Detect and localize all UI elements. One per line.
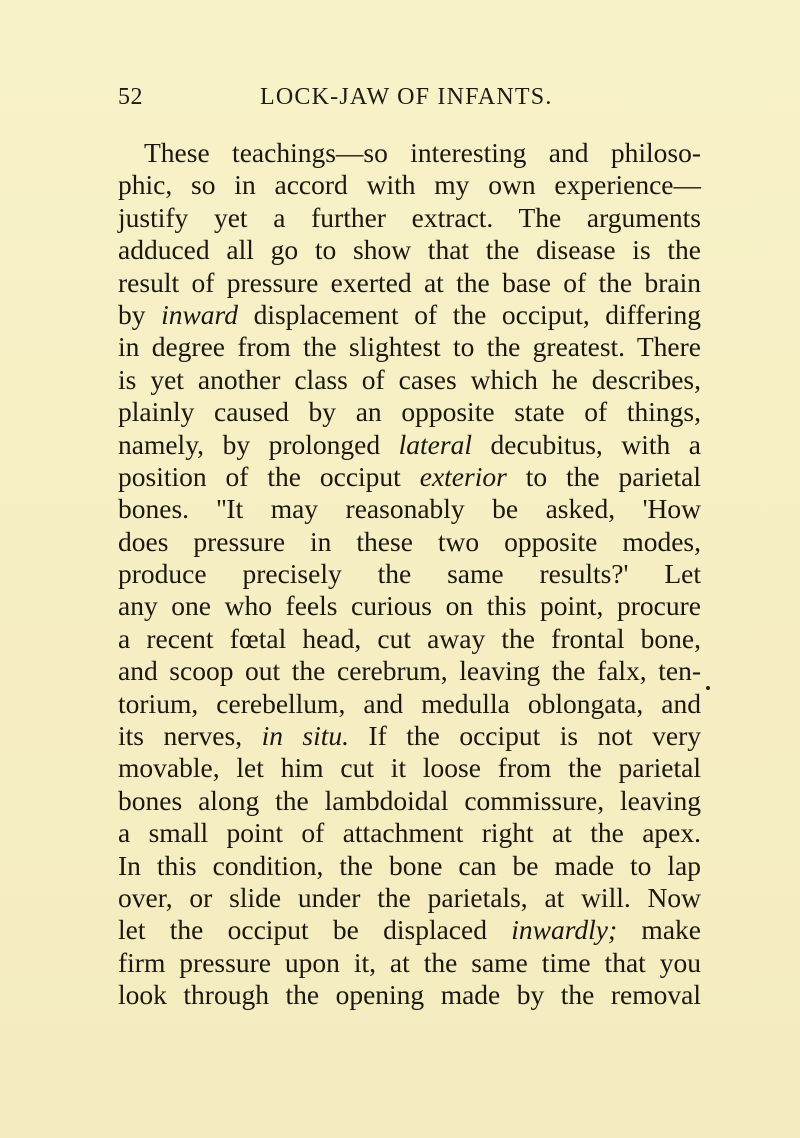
text-segment: position of the occiput — [118, 460, 420, 492]
text-segment: decubitus, with a — [472, 428, 701, 460]
text-segment: torium, cerebellum, and medulla oblongata, and — [118, 687, 701, 719]
text-segment: a small point of attachment right at the apex. — [118, 817, 701, 849]
text-segment: does pressure in these two opposite modes, — [118, 525, 701, 557]
text-segment: movable, let him cut it loose from the parietal — [118, 752, 701, 784]
text-segment: produce precisely the same results?' Let — [118, 558, 701, 590]
text-line — [118, 979, 701, 1011]
text-segment: and scoop out the cerebrum, leaving the falx, ten- — [118, 655, 701, 687]
italic-text: exterior — [419, 460, 507, 492]
text-segment: justify yet a further extract. The arguments — [118, 201, 701, 233]
text-line — [118, 267, 701, 299]
text-line — [118, 169, 701, 201]
text-line — [118, 947, 701, 979]
text-segment: in degree from the slightest to the greatest. There — [118, 331, 701, 363]
text-line — [118, 623, 701, 655]
text-segment: displacement of the occiput, differing — [238, 298, 701, 330]
text-line — [118, 752, 701, 784]
text-line — [118, 526, 701, 558]
text-segment: plainly caused by an opposite state of things, — [118, 396, 701, 428]
text-segment: is yet another class of cases which he describes, — [118, 363, 701, 395]
text-segment: In this condition, the bone can be made to lap — [118, 849, 701, 881]
text-line — [118, 137, 701, 169]
text-segment: look through the opening made by the removal — [118, 979, 701, 1011]
text-segment: by — [118, 298, 162, 330]
text-line — [118, 364, 701, 396]
text-segment: let the occiput be displaced — [118, 914, 512, 946]
text-segment: namely, by prolonged — [118, 428, 399, 460]
text-segment: These teachings—so interesting and philoso- — [144, 137, 701, 168]
text-segment: to the parietal — [506, 460, 701, 492]
text-segment: over, or slide under the parietals, at will. Now — [118, 881, 701, 913]
text-line — [118, 914, 701, 946]
text-segment: adduced all go to show that the disease is the — [118, 234, 701, 266]
text-segment: a recent fœtal head, cut away the frontal bone, — [118, 622, 701, 654]
running-head: LOCK-JAW OF INFANTS. — [260, 84, 553, 110]
text-line — [118, 331, 701, 363]
text-line — [118, 655, 701, 687]
text-segment: bones. ''It may reasonably be asked, 'How — [118, 493, 701, 525]
text-line — [118, 461, 701, 493]
paper-speck — [706, 686, 710, 690]
text-line — [118, 396, 701, 428]
text-segment: bones along the lambdoidal commissure, leaving — [118, 784, 701, 816]
text-segment: If the occiput is not very — [349, 720, 702, 752]
text-line — [118, 234, 701, 266]
text-line — [118, 850, 701, 882]
text-line — [118, 299, 701, 331]
italic-text: lateral — [398, 428, 472, 460]
text-line — [118, 785, 701, 817]
text-line — [118, 882, 701, 914]
page-number: 52 — [118, 84, 143, 110]
italic-text: inwardly; — [511, 914, 618, 946]
text-line — [118, 590, 701, 622]
text-line — [118, 429, 701, 461]
text-line — [118, 720, 701, 752]
text-line — [118, 202, 701, 234]
text-line — [118, 558, 701, 590]
text-segment: its nerves, — [118, 720, 262, 752]
text-segment: any one who feels curious on this point, procure — [118, 590, 701, 622]
italic-text: inward — [161, 298, 238, 330]
text-segment: make — [617, 914, 701, 946]
text-line — [118, 493, 701, 525]
italic-text: in situ. — [261, 720, 350, 752]
page-header — [118, 84, 718, 124]
text-line — [118, 817, 701, 849]
body-text — [118, 137, 701, 1012]
text-line — [118, 688, 701, 720]
text-segment: result of pressure exerted at the base of the brain — [118, 266, 701, 298]
text-segment: firm pressure upon it, at the same time that you — [118, 946, 701, 978]
text-segment: phic, so in accord with my own experience— — [118, 169, 701, 201]
